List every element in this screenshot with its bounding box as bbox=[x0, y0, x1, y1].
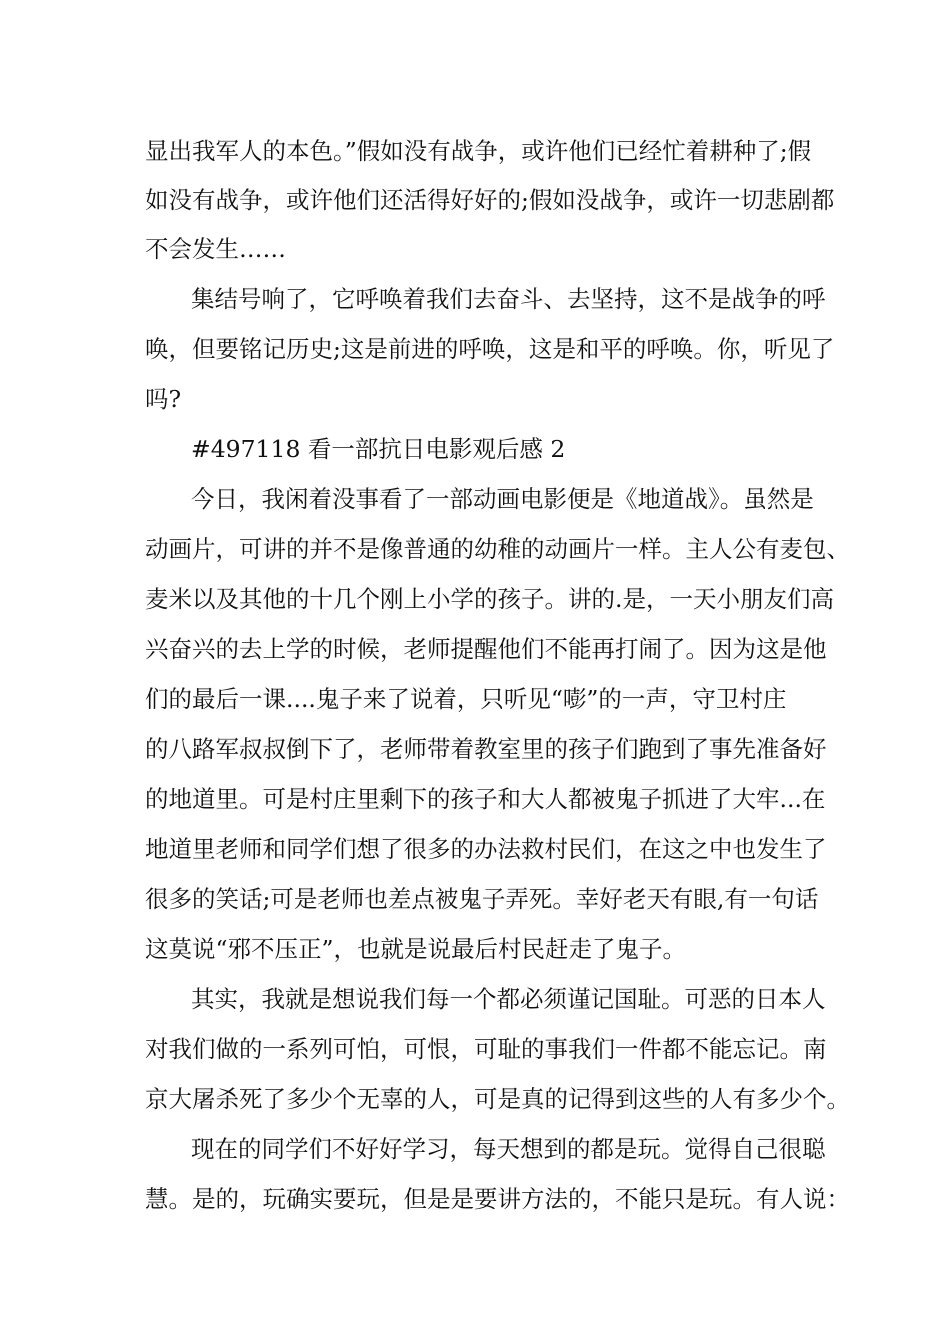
text-line: 的地道里。可是村庄里剩下的孩子和大人都被鬼子抓进了大牢...在 bbox=[145, 785, 826, 813]
text-line: 集结号响了，它呼唤着我们去奋斗、去坚持，这不是战争的呼 bbox=[191, 285, 826, 313]
text-line: 今日，我闲着没事看了一部动画电影便是《地道战》。虽然是 bbox=[191, 485, 814, 513]
section-heading: #497118 看一部抗日电影观后感 2 bbox=[191, 435, 566, 463]
text-line: 很多的笑话;可是老师也差点被鬼子弄死。幸好老天有眼,有一句话 bbox=[145, 885, 819, 913]
text-line: 们的最后一课....鬼子来了说着，只听见“嘭”的一声，守卫村庄 bbox=[145, 685, 787, 713]
text-line: 地道里老师和同学们想了很多的办法救村民们，在这之中也发生了 bbox=[145, 835, 827, 863]
text-line: 麦米以及其他的十几个刚上小学的孩子。讲的.是，一天小朋友们高 bbox=[145, 585, 834, 613]
text-line: 其实，我就是想说我们每一个都必须谨记国耻。可恶的日本人 bbox=[191, 985, 826, 1013]
text-line: 动画片，可讲的并不是像普通的幼稚的动画片一样。主人公有麦包、 bbox=[145, 535, 850, 563]
text-line: 吗? bbox=[145, 385, 182, 413]
text-line: 如没有战争，或许他们还活得好好的;假如没战争，或许一切悲剧都 bbox=[145, 186, 835, 214]
text-line: 兴奋兴的去上学的时候，老师提醒他们不能再打闹了。因为这是他 bbox=[145, 635, 827, 663]
text-line: 现在的同学们不好好学习，每天想到的都是玩。觉得自己很聪 bbox=[191, 1135, 826, 1163]
text-line: 对我们做的一系列可怕，可恨，可耻的事我们一件都不能忘记。南 bbox=[145, 1035, 827, 1063]
text-line: 唤，但要铭记历史;这是前进的呼唤，这是和平的呼唤。你，听见了 bbox=[145, 335, 835, 363]
text-line: 的八路军叔叔倒下了，老师带着教室里的孩子们跑到了事先准备好 bbox=[145, 735, 827, 763]
text-line: 这莫说“邪不压正”，也就是说最后村民赶走了鬼子。 bbox=[145, 935, 687, 963]
text-line: 显出我军人的本色。”假如没有战争，或许他们已经忙着耕种了;假 bbox=[145, 137, 812, 165]
text-line: 不会发生…… bbox=[145, 235, 286, 263]
text-line: 慧。是的，玩确实要玩，但是是要讲方法的，不能只是玩。有人说： bbox=[145, 1185, 850, 1213]
text-line: 京大屠杀死了多少个无辜的人，可是真的记得到这些的人有多少个。 bbox=[145, 1085, 850, 1113]
